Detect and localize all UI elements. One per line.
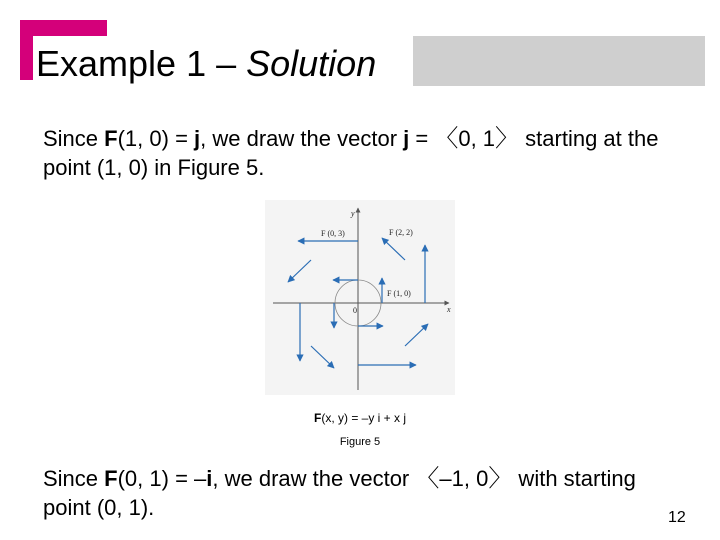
x-axis-label: x: [447, 305, 451, 314]
p2-vector: –1, 0: [439, 466, 489, 491]
title-main: Example 1 –: [36, 43, 247, 84]
p1-left-angle: 〈: [434, 125, 459, 152]
p1-text-5: starting at the point (1, 0) in Figure 5.: [43, 126, 659, 180]
p1-vector: 0, 1: [458, 126, 496, 151]
p1-right-angle: 〉: [495, 125, 520, 152]
p1-bold-j-2: j: [403, 126, 410, 151]
formula-rest: (x, y) = –y i + x j: [321, 411, 407, 425]
label-f-0-3: F (0, 3): [321, 229, 345, 238]
p2-text-4: with starting point (0, 1).: [43, 466, 636, 520]
origin-label: 0: [353, 306, 357, 315]
p2-text-1: Since: [43, 466, 105, 491]
p1-text-1: Since: [43, 126, 105, 151]
title-italic: Solution: [246, 43, 377, 84]
p2-text-3: , we draw the vector: [212, 466, 416, 491]
p2-text-2: (0, 1) = –: [117, 466, 207, 491]
vector-field-plot: [265, 200, 455, 395]
p2-bold-F: F: [104, 466, 118, 491]
label-f-1-0: F (1, 0): [387, 289, 411, 298]
paragraph-1: [43, 124, 683, 182]
figure-formula: [265, 410, 455, 426]
p1-text-4: =: [409, 126, 435, 151]
slide-title: [36, 42, 376, 86]
figure-5-vector-field: [265, 200, 455, 395]
p1-text-2: (1, 0) =: [117, 126, 195, 151]
label-f-2-2: F (2, 2): [389, 228, 413, 237]
y-axis-label: y: [351, 209, 355, 218]
figure-background: [265, 200, 455, 395]
p2-left-angle: 〈: [415, 465, 440, 492]
p2-bold-i: i: [206, 466, 213, 491]
figure-caption: Figure 5: [339, 436, 381, 448]
paragraph-2: [43, 464, 683, 522]
page-number: 12: [668, 509, 686, 526]
p1-bold-j: j: [194, 126, 201, 151]
p2-right-angle: 〉: [488, 465, 513, 492]
formula-bold-F: F: [313, 411, 322, 425]
p1-bold-F: F: [104, 126, 118, 151]
p1-text-3: , we draw the vector: [200, 126, 404, 151]
